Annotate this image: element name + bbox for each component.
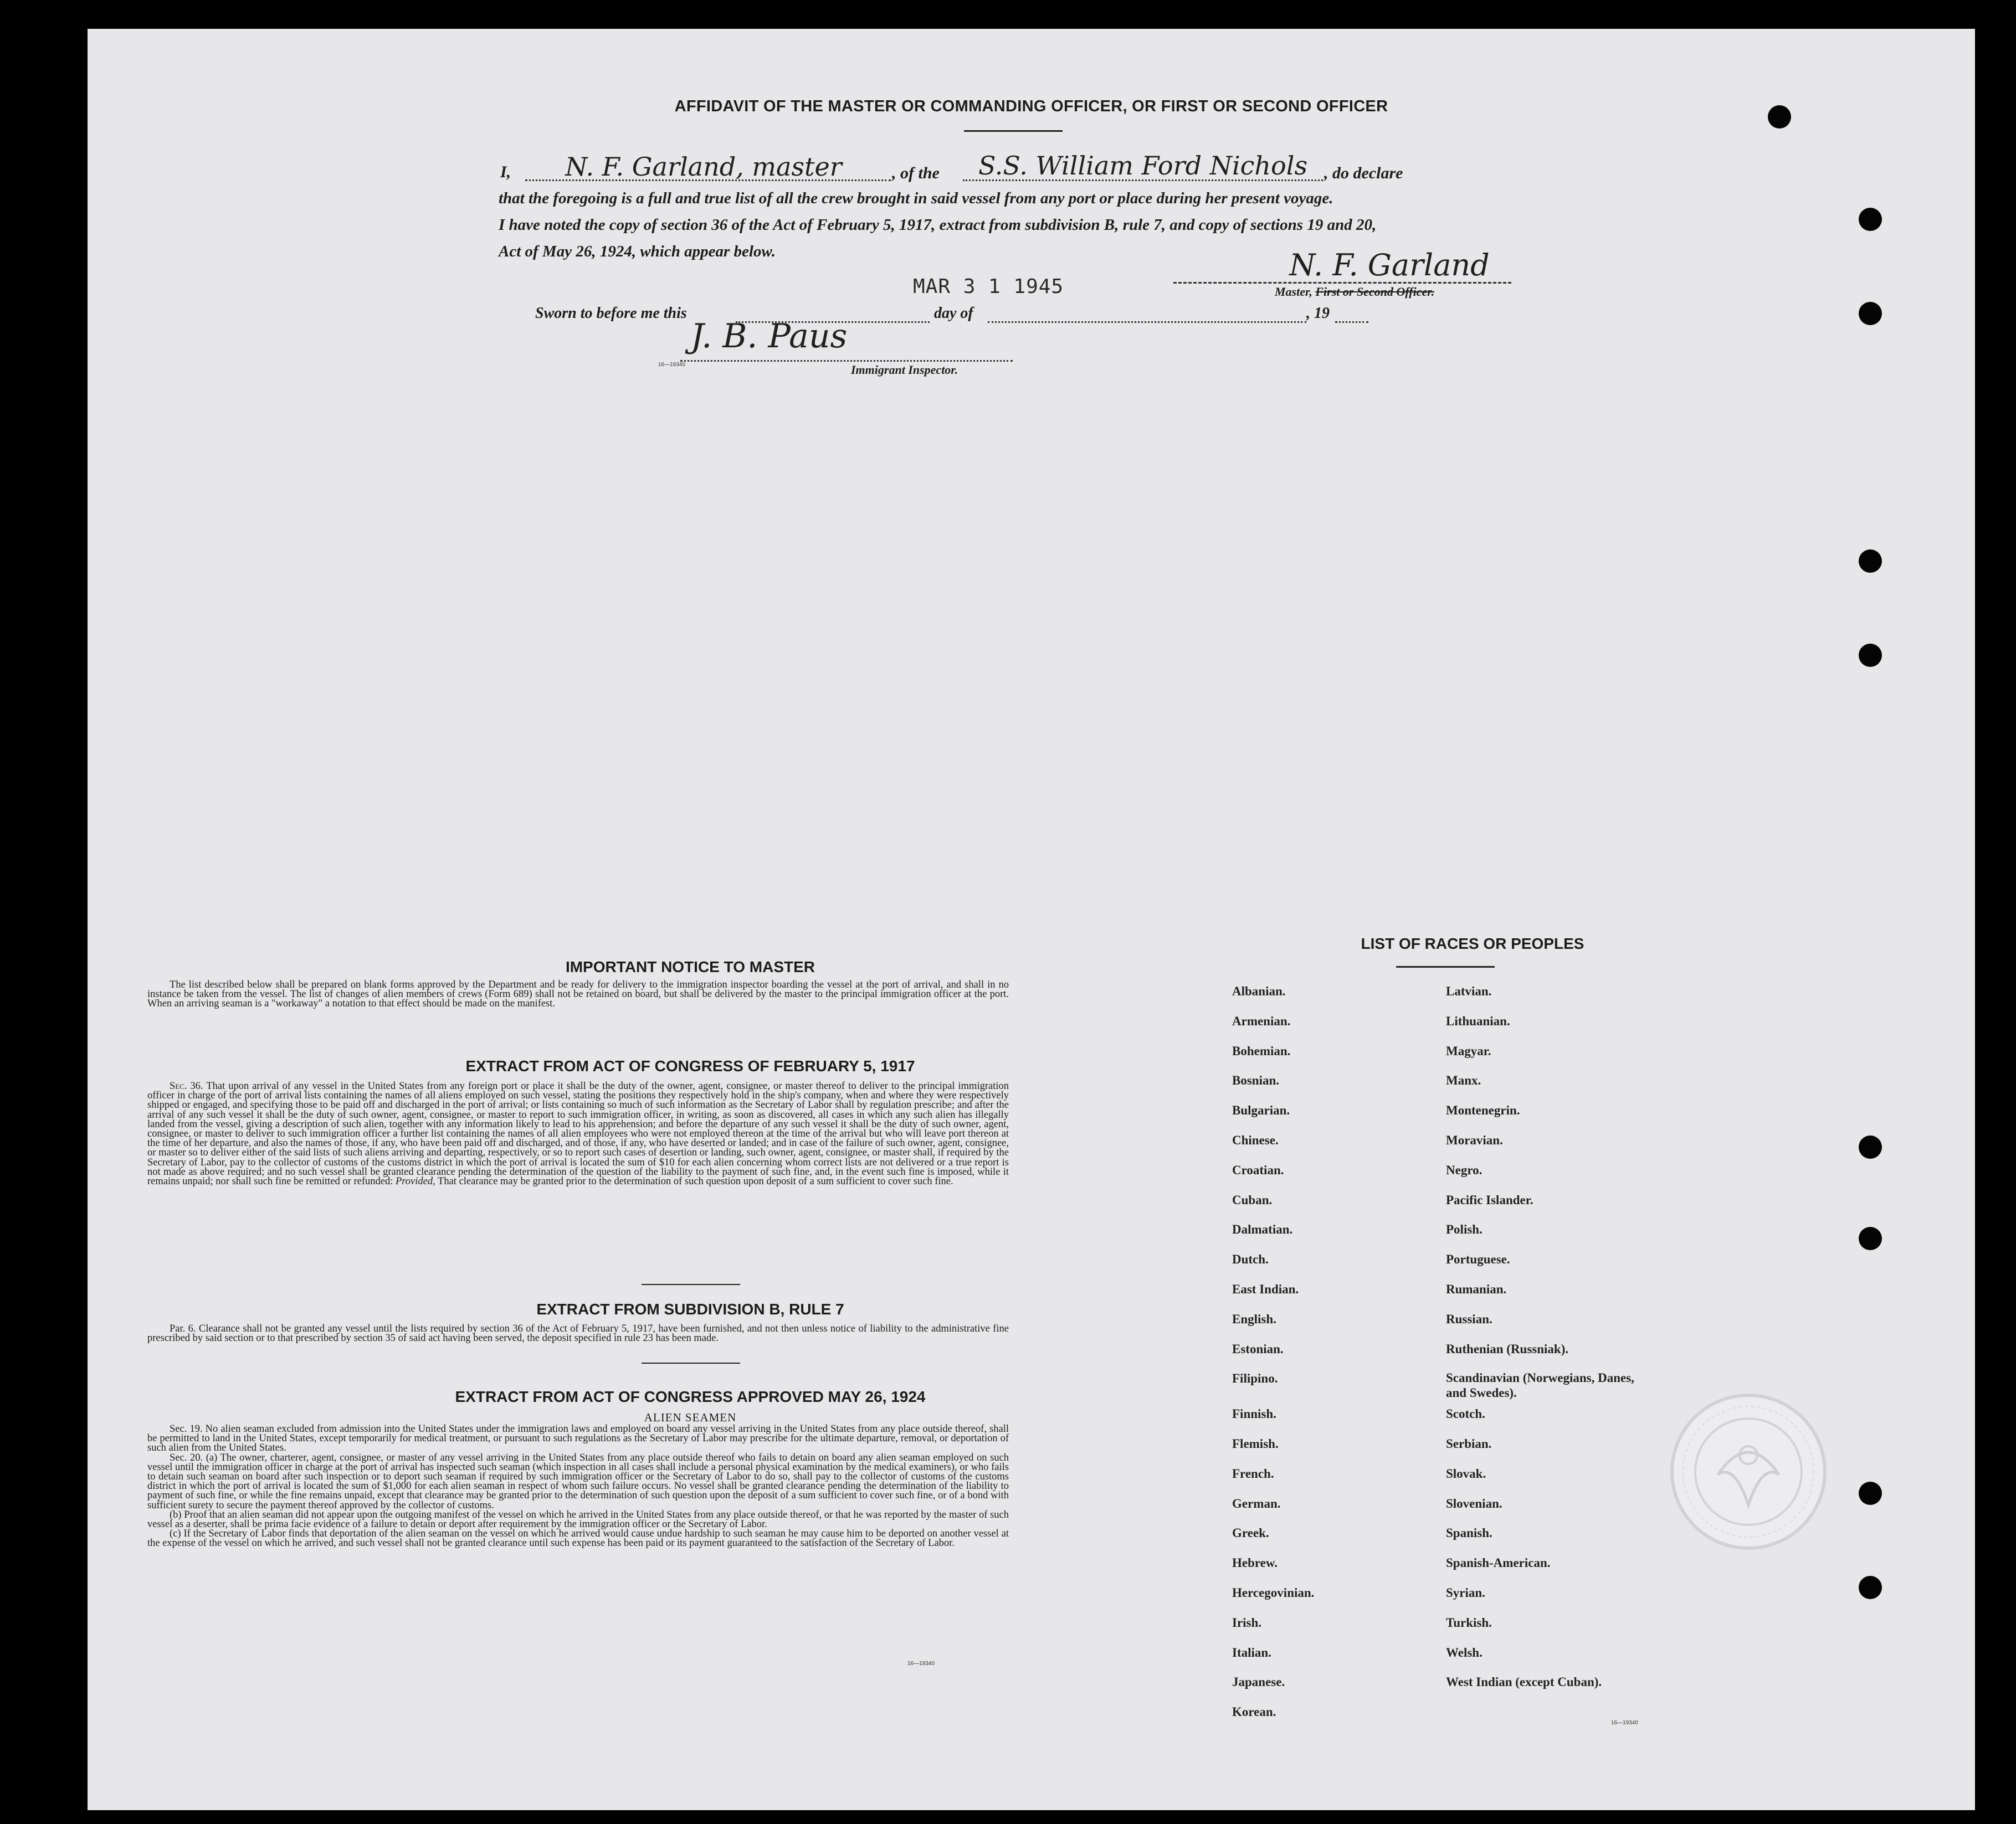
- race-item: Bulgarian.: [1232, 1103, 1290, 1117]
- inspector-form-number: 16—19340: [658, 362, 685, 368]
- race-item: Bosnian.: [1232, 1073, 1280, 1087]
- notice-title: IMPORTANT NOTICE TO MASTER: [565, 958, 815, 975]
- affidavit-title: AFFIDAVIT OF THE MASTER OR COMMANDING OFFICER, OR FIRST OR SECOND OFFICER: [674, 97, 1388, 115]
- sworn-year-line: [1335, 321, 1368, 323]
- race-item: Portuguese.: [1446, 1252, 1510, 1266]
- binder-hole: [1859, 1135, 1882, 1159]
- race-item: Lithuanian.: [1446, 1014, 1510, 1028]
- race-item: Magyar.: [1446, 1044, 1491, 1058]
- race-item: Scandinavian (Norwegians, Danes, and Swedes).: [1446, 1371, 1634, 1400]
- race-item: Russian.: [1446, 1312, 1492, 1326]
- races-title: LIST OF RACES OR PEOPLES: [1361, 935, 1584, 952]
- race-item: Croatian.: [1232, 1163, 1284, 1177]
- date-stamp: MAR 3 1 1945: [913, 275, 1064, 298]
- race-item: Dutch.: [1232, 1252, 1269, 1266]
- sec20c-paragraph: (c) If the Secretary of Labor finds that deportation of the alien seaman on the vessel on which he arrived would cause undue hardship to such seaman he may cause him to be deported on another vessel at the expense of the vessel on which he arrived, and such vessel shall not be granted clearance until such expense has been paid or its payment guaranteed to the satisfaction of the Secretary of Labor.: [147, 1528, 1009, 1549]
- race-item: Spanish-American.: [1446, 1556, 1551, 1570]
- sec36-text: That upon arrival of any vessel in the United States from any foreign port or place it shall be the duty of the owner, agent, consignee, or master thereof to deliver to the principal immigration officer in charge of the port of arrival lists containing the names of all aliens employed on such vessel, stating the positions they respectively hold in the ship's company, when and where they were respectively shipped or engaged, and specifying those to be paid off and discharged in the port of arrival; or lists containing so much of such information as the Secretary of Labor shall by regulation prescribe; and after the arrival of any such vessel it shall be the duty of such owner, agent, consignee, or master to report to such immigration officer, in writing, as soon as discovered, all cases in which any such alien has illegally landed from the vessel, giving a description of such alien, together with any information likely to lead to his apprehension; and before the departure of any such vessel it shall be the duty of such owner, agent, consignee, or master to deliver to such immigration officer a further list containing the names of all alien employees who were not employed thereon at the time of the arrival but who will leave port thereon at the time of her departure, and also the names of those, if any, who have been paid off and discharged, and of those, if any, who have deserted or landed; and in case of the failure of such owner, agent, consignee, or master so to deliver either of the said lists of such aliens arriving and departing, respectively, or so to report such cases of desertion or landing, such owner, agent, consignee, or master shall, if required by the Secretary of Labor, pay to the collector of customs of the customs district in which the port of arrival is located the sum of $10 for each alien concerning whom correct lists are not delivered or a true report is not made as above required; and no such vessel shall be granted clearance pending the determination of the question of the liability to the payment of such fine, and, in the event such fine is imposed, while it remains unpaid; nor shall such fine be remitted or refunded:: [147, 1081, 1009, 1188]
- master-signature-line: [1173, 282, 1511, 284]
- race-item: Slovak.: [1446, 1467, 1486, 1481]
- vessel-line: [963, 179, 1323, 181]
- race-item: Irish.: [1232, 1616, 1262, 1630]
- master-caption: [1275, 285, 1434, 299]
- binder-hole: [1768, 105, 1791, 129]
- sworn-label: Sworn to before me this: [535, 305, 687, 322]
- subdivision-title: EXTRACT FROM SUBDIVISION B, RULE 7: [536, 1301, 844, 1318]
- day-of-label: day of: [934, 305, 973, 322]
- alien-seamen-subtitle: ALIEN SEAMEN: [644, 1411, 737, 1424]
- year-label: , 19: [1306, 305, 1330, 322]
- race-item: Bohemian.: [1232, 1044, 1291, 1058]
- handwritten-master-name: N. F. Garland, master: [565, 152, 842, 182]
- sec36-label: Sec. 36.: [170, 1081, 203, 1092]
- name-line: [525, 179, 891, 181]
- document-page: [88, 29, 1975, 1810]
- sec20a-paragraph: Sec. 20. (a) The owner, charterer, agent, consignee, or master of any vessel arriving in the United States from any place outside thereof who fails to detain on board any alien seaman employed on such vessel until the immigration officer in charge at the port of arrival has inspected such seaman (which inspection in all cases shall include a personal physical examination by the medical examiners), or who fails to detain such seaman on board after such inspection or to deport such seaman if required by such immigration officer or the Secretary of Labor to do so, shall pay to the collector of customs of the customs district in which the port of arrival is located the sum of $1,000 for each alien seaman in respect of whom such failure occurs. No vessel shall be granted clearance pending the determination of the liability to payment of such fine, or while the fine remains unpaid, except that clearance may be granted prior to the determination of such question upon the deposit of a sum sufficient to cover such fine, or of a bond with sufficient surety to secure the payment thereof approved by the collector of customs.: [147, 1452, 1009, 1511]
- race-item: East Indian.: [1232, 1282, 1299, 1296]
- binder-hole: [1859, 302, 1882, 325]
- extract-1924-title: EXTRACT FROM ACT OF CONGRESS APPROVED MAY 26, 1924: [455, 1388, 926, 1405]
- subdivision-paragraph: Par. 6. Clearance shall not be granted any vessel until the lists required by section 36 of the Act of February 5, 1917, have been furnished, and not then unless notice of liability to the administrative fine prescribed by said section or to that prescribed by section 35 of said act having been served, the deposit specified in rule 23 has been made.: [147, 1323, 1009, 1344]
- race-item: Chinese.: [1232, 1133, 1279, 1147]
- of-the-label: , of the: [892, 164, 940, 182]
- notice-paragraph: The list described below shall be prepared on blank forms approved by the Department and be ready for delivery to the immigration inspector boarding the vessel at the port of arrival, and shall in no instance be taken from the vessel. The list of changes of alien members of crews (Form 689) shall not be retained on board, but shall be delivered by the master to the principal immigration officer at the port. When an arriving seaman is a "workaway" a notation to that effect should be made on the manifest.: [147, 979, 1009, 1010]
- master-caption-prefix: Master,: [1275, 285, 1312, 299]
- intro-i: I,: [500, 163, 511, 181]
- binder-hole: [1859, 1227, 1882, 1250]
- inspector-line: [680, 360, 1013, 362]
- divider: [642, 1363, 740, 1364]
- race-item: Ruthenian (Russniak).: [1446, 1342, 1569, 1356]
- race-item: Estonian.: [1232, 1342, 1284, 1356]
- race-item: French.: [1232, 1467, 1274, 1481]
- race-item: Montenegrin.: [1446, 1103, 1520, 1117]
- affidavit-line2: that the foregoing is a full and true list of all the crew brought in said vessel from any port or place during her present voyage.: [499, 189, 1333, 207]
- race-item: Latvian.: [1446, 984, 1492, 998]
- race-item: Cuban.: [1232, 1193, 1273, 1207]
- extract-1924-text: [147, 1425, 1009, 1549]
- race-item: Albanian.: [1232, 984, 1286, 998]
- race-item: Finnish.: [1232, 1407, 1276, 1421]
- race-item: Filipino.: [1232, 1371, 1278, 1385]
- race-item: Welsh.: [1446, 1646, 1482, 1659]
- race-item: Serbian.: [1446, 1437, 1492, 1451]
- race-item: Turkish.: [1446, 1616, 1492, 1630]
- race-item: Manx.: [1446, 1073, 1481, 1087]
- binder-hole: [1859, 644, 1882, 667]
- binder-hole: [1859, 549, 1882, 573]
- divider: [642, 1284, 740, 1285]
- race-item: Polish.: [1446, 1222, 1482, 1236]
- divider: [964, 130, 1063, 132]
- races-form-number: 16—19340: [1611, 1720, 1638, 1726]
- race-item: Korean.: [1232, 1705, 1276, 1719]
- race-item: German.: [1232, 1497, 1281, 1510]
- race-item: Spanish.: [1446, 1526, 1492, 1540]
- affidavit-line4: Act of May 26, 1924, which appear below.: [499, 243, 776, 260]
- race-item: Dalmatian.: [1232, 1222, 1293, 1236]
- inspector-caption: Immigrant Inspector.: [851, 363, 958, 377]
- notice-text: [147, 980, 1009, 1009]
- binder-hole: [1859, 1482, 1882, 1505]
- sec36-provided: Provided,: [395, 1176, 435, 1188]
- master-caption-struck: First or Second Officer.: [1315, 285, 1435, 299]
- race-item: Hebrew.: [1232, 1556, 1278, 1570]
- race-item: Slovenian.: [1446, 1497, 1502, 1510]
- sec36-paragraph: [147, 1082, 1009, 1186]
- race-item: Moravian.: [1446, 1133, 1503, 1147]
- embossed-seal: [1665, 1391, 1832, 1552]
- race-item: Flemish.: [1232, 1437, 1279, 1451]
- subdivision-text: [147, 1324, 1009, 1343]
- do-declare-label: , do declare: [1324, 164, 1403, 182]
- race-item: Japanese.: [1232, 1675, 1285, 1689]
- inspector-signature: J. B. Paus: [690, 317, 848, 356]
- divider: [1396, 966, 1495, 968]
- sec36-text-end: That clearance may be granted prior to the determination of such question upon deposit of a sum sufficient to cover such fine.: [438, 1176, 953, 1188]
- handwritten-vessel-name: S.S. William Ford Nichols: [978, 151, 1308, 181]
- affidavit-line1: [500, 163, 511, 182]
- race-item: West Indian (except Cuban).: [1446, 1675, 1602, 1689]
- binder-hole: [1859, 1576, 1882, 1599]
- race-item: Rumanian.: [1446, 1282, 1507, 1296]
- race-item: Negro.: [1446, 1163, 1482, 1177]
- sworn-month-line: [988, 321, 1306, 323]
- race-item: Armenian.: [1232, 1014, 1291, 1028]
- race-item: Hercegovinian.: [1232, 1586, 1315, 1600]
- affidavit-line3: I have noted the copy of section 36 of the Act of February 5, 1917, extract from subdivision B, rule 7, and copy of sections 19 and 20,: [499, 216, 1377, 234]
- race-item: Pacific Islander.: [1446, 1193, 1533, 1207]
- master-signature: N. F. Garland: [1289, 248, 1490, 282]
- extract-form-number: 16—19340: [907, 1661, 935, 1667]
- race-item: English.: [1232, 1312, 1276, 1326]
- race-item: Italian.: [1232, 1646, 1271, 1659]
- race-item: Syrian.: [1446, 1586, 1485, 1600]
- sec19-paragraph: Sec. 19. No alien seaman excluded from admission into the United States under the immigration laws and employed on board any vessel arriving in the United States from any place outside thereof, shall be permitted to land in the United States, except temporarily for medical treatment, or pursuant to such regulations as the Secretary of Labor may prescribe for the ultimate departure, removal, or deportation of such alien from the United States.: [147, 1424, 1009, 1454]
- race-item: Greek.: [1232, 1526, 1269, 1540]
- sec20b-paragraph: (b) Proof that an alien seaman did not appear upon the outgoing manifest of the vessel on which he arrived in the United States from any place outside thereof, or that he was reported by the master of such vessel as a deserter, shall be prima facie evidence of a failure to detain or deport after requirement by the immigration officer or the Secretary of Labor.: [147, 1509, 1009, 1530]
- extract-1917-text: [147, 1082, 1009, 1186]
- extract-1917-title: EXTRACT FROM ACT OF CONGRESS OF FEBRUARY 5, 1917: [465, 1057, 915, 1075]
- binder-hole: [1859, 208, 1882, 231]
- race-item: Scotch.: [1446, 1407, 1485, 1421]
